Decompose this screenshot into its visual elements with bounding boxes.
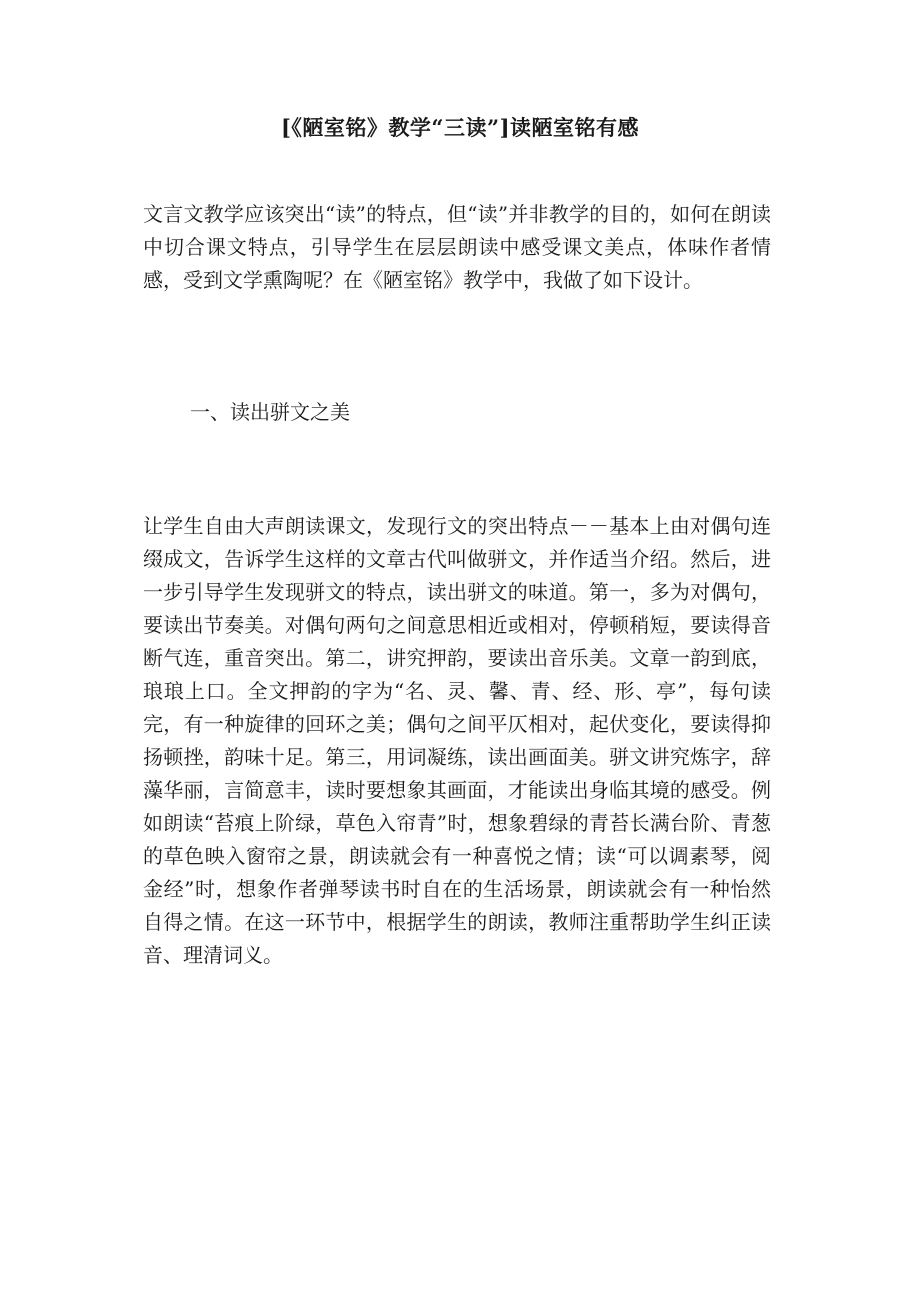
intro-paragraph: 文言文教学应该突出“读”的特点，但“读”并非教学的目的，如何在朗读中切合课文特点，引导学生在层层朗读中感受课文美点，体味作者情感，受到文学熏陶呢？在《陋室铭》教学中，我做了如下设计。 bbox=[143, 202, 771, 292]
section-heading: 一、读出骈文之美 bbox=[190, 400, 350, 424]
section-body-paragraph: 让学生自由大声朗读课文，发现行文的突出特点－－基本上由对偶句连缀成文，告诉学生这样的文章古代叫做骈文，并作适当介绍。然后，进一步引导学生发现骈文的特点，读出骈文的味道。第一，多为对偶句，要读出节奏美。对偶句两句之间意思相近或相对，停顿稍短，要读得音断气连，重音突出。第二，讲究押韵，要读出音乐美。文章一韵到底，琅琅上口。全文押韵的字为“名、灵、馨、青、经、形、亭”，每句读完，有一种旋律的回环之美；偶句之间平仄相对，起伏变化，要读得抑扬顿挫，韵味十足。第三，用词凝练，读出画面美。骈文讲究炼字，辞藻华丽，言简意丰，读时要想象其画面，才能读出身临其境的感受。例如朗读“苔痕上阶绿，草色入帘青”时，想象碧绿的青苔长满台阶、青葱的草色映入窗帘之景，朗读就会有一种喜悦之情；读“可以调素琴，阅金经”时，想象作者弹琴读书时自在的生活场景，朗读就会有一种怡然自得之情。在这一环节中，根据学生的朗读，教师注重帮助学生纠正读音、理清词义。 bbox=[143, 514, 771, 967]
document-title: [《陋室铭》教学“三读”]读陋室铭有感 bbox=[280, 115, 640, 140]
